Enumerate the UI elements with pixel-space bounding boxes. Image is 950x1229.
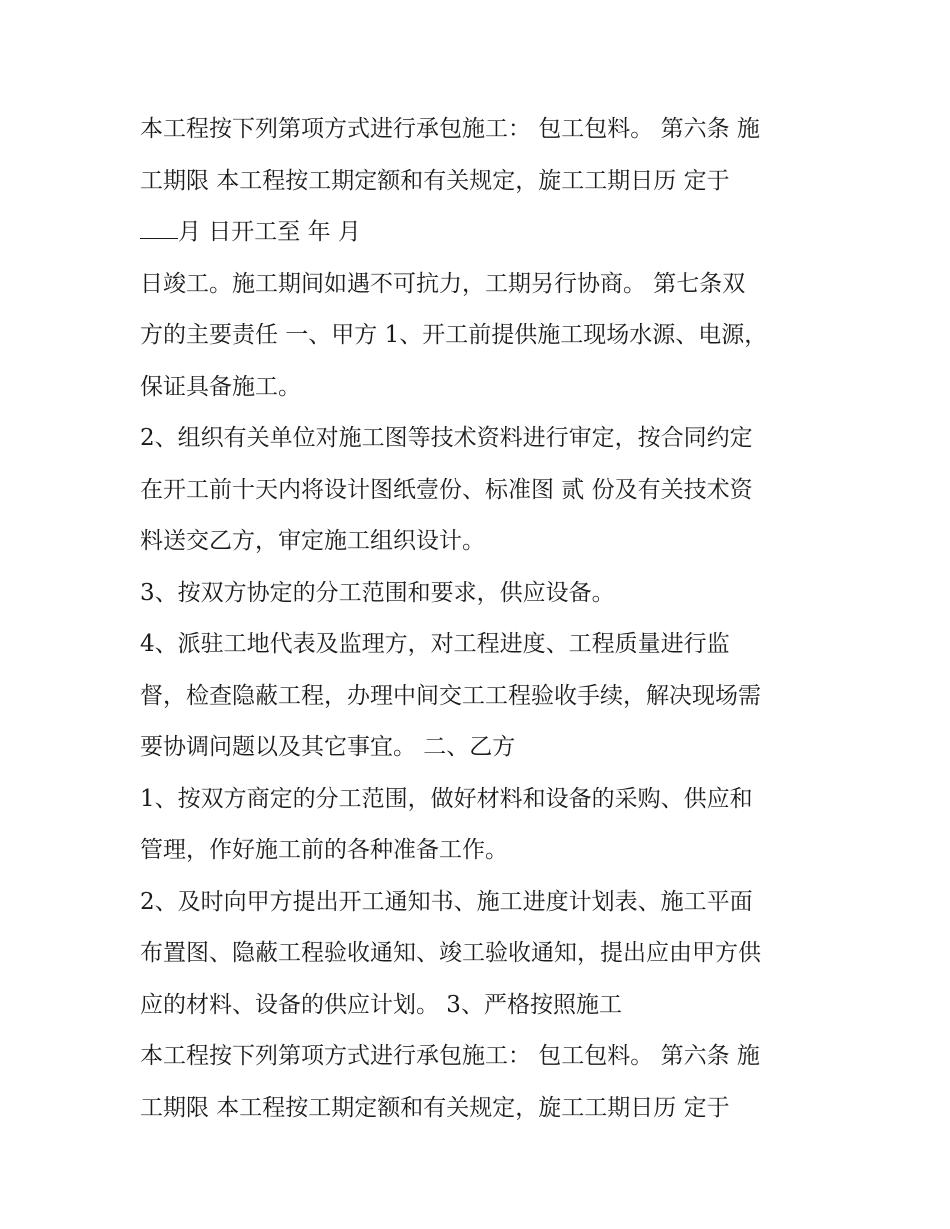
text-line: 保证具备施工。 (140, 373, 301, 400)
text-line: 应的材料、设备的供应计划。 3、严格按照施工 (140, 991, 622, 1018)
document-body (140, 104, 830, 1134)
text-line: 在开工前十天内将设计图纸壹份、标准图 贰 份及有关技术资 (140, 476, 753, 503)
text-line: 2、及时向甲方提出开工通知书、施工进度计划表、施工平面 (140, 888, 753, 915)
text-line: 2、组织有关单位对施工图等技术资料进行审定，按合同约定 (140, 425, 753, 451)
text-line: 1、按双方商定的分工范围，做好材料和设备的采购、供应和 (140, 785, 753, 812)
text-line: 督，检查隐蔽工程，办理中间交工工程验收手续，解决现场需 (140, 682, 761, 709)
text-line: 本工程按下列第项方式进行承包施工： 包工包料。 第六条 施 (140, 116, 760, 142)
blank-underline (140, 216, 178, 239)
text-line: 日竣工。施工期间如遇不可抗力，工期另行协商。 第七条双 (140, 270, 746, 297)
text-line: 本工程按下列第项方式进行承包施工： 包工包料。 第六条 施 (140, 1043, 760, 1069)
text-line: 管理，作好施工前的各种准备工作。 (140, 837, 508, 863)
text-line-with-blank (140, 207, 830, 259)
text-line: 工期限 本工程按工期定额和有关规定，旋工工期日历 定于 (140, 1094, 730, 1121)
text-line: 4、派驻工地代表及监理方，对工程进度、工程质量进行监 (140, 631, 730, 657)
text-line: 布置图、隐蔽工程验收通知、竣工验收通知，提出应由甲方供 (140, 940, 761, 966)
text-line: 料送交乙方，审定施工组织设计。 (140, 528, 485, 554)
text-line-content: 月 日开工至 年 月 (178, 219, 361, 245)
text-line: 方的主要责任 一、甲方 1、开工前提供施工现场水源、电源， (140, 322, 768, 348)
text-line: 3、按双方协定的分工范围和要求，供应设备。 (140, 579, 615, 606)
text-line: 要协调问题以及其它事宜。 二、乙方 (140, 734, 516, 760)
text-line: 工期限 本工程按工期定额和有关规定，旋工工期日历 定于 (140, 167, 730, 194)
